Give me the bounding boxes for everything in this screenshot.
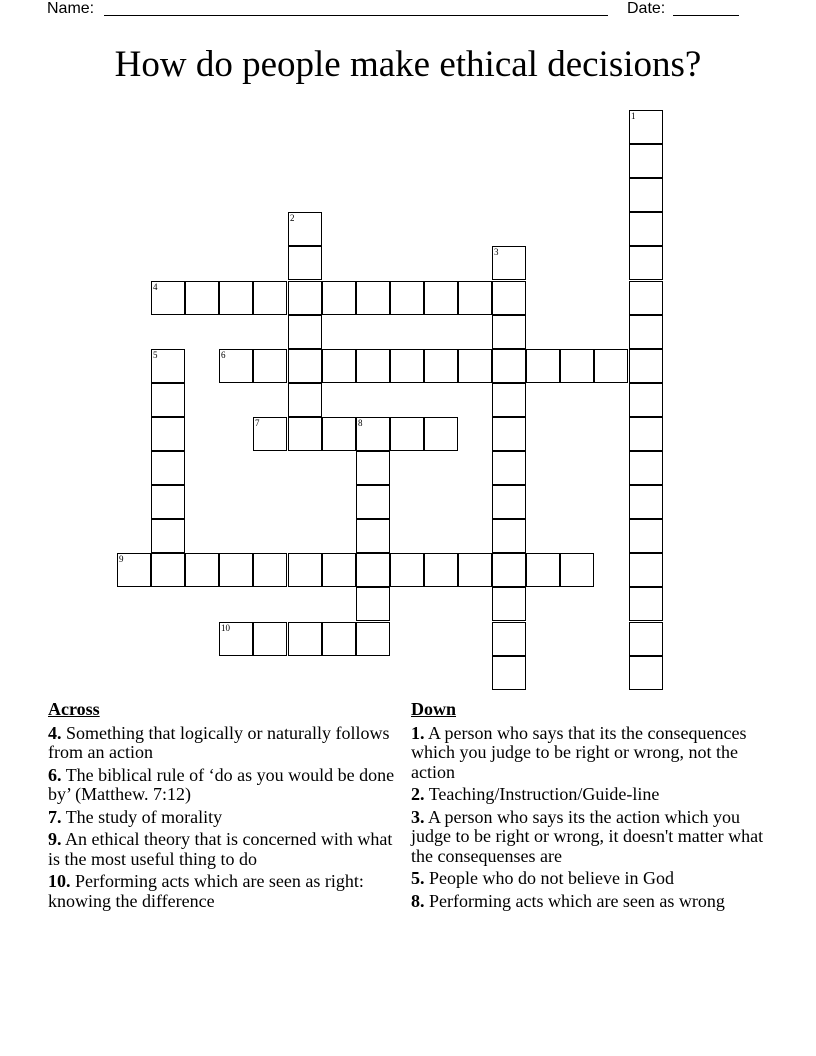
crossword-cell[interactable] xyxy=(492,281,526,315)
crossword-cell[interactable] xyxy=(390,553,424,587)
crossword-cell[interactable] xyxy=(424,349,458,383)
clue-text: People who do not believe in God xyxy=(429,868,674,888)
cell-number: 1 xyxy=(631,111,636,121)
crossword-cell[interactable] xyxy=(492,417,526,451)
crossword-cell[interactable] xyxy=(253,281,287,315)
crossword-cell[interactable] xyxy=(151,451,185,485)
crossword-cell[interactable] xyxy=(629,622,663,656)
crossword-cell[interactable] xyxy=(185,553,219,587)
clue-across-6 xyxy=(48,766,398,805)
crossword-cell[interactable] xyxy=(151,519,185,553)
crossword-cell[interactable] xyxy=(356,417,390,451)
cell-number: 4 xyxy=(153,282,158,292)
crossword-cell[interactable] xyxy=(356,485,390,519)
crossword-cell[interactable] xyxy=(390,349,424,383)
crossword-cell[interactable] xyxy=(629,451,663,485)
crossword-cell[interactable] xyxy=(492,246,526,280)
name-label: Name: xyxy=(47,0,95,17)
date-label: Date: xyxy=(627,0,666,17)
cell-number: 5 xyxy=(153,350,158,360)
crossword-cell[interactable] xyxy=(492,315,526,349)
cell-number: 10 xyxy=(221,623,230,633)
clue-number: 3. xyxy=(411,806,425,827)
crossword-cell[interactable] xyxy=(322,553,356,587)
clue-down-2 xyxy=(411,785,771,805)
clue-text: A person who says its the action which you judge to be right or wrong, it doesn't matter what the consequenses are xyxy=(411,806,764,866)
crossword-cell[interactable] xyxy=(458,349,492,383)
crossword-cell[interactable] xyxy=(322,417,356,451)
crossword-cell[interactable] xyxy=(151,553,185,587)
crossword-cell[interactable] xyxy=(629,383,663,417)
crossword-cell[interactable] xyxy=(356,519,390,553)
crossword-cell[interactable] xyxy=(492,349,526,383)
clue-number: 6. xyxy=(48,764,62,785)
crossword-cell[interactable] xyxy=(288,417,322,451)
cell-number: 8 xyxy=(358,418,363,428)
crossword-cell[interactable] xyxy=(560,553,594,587)
clue-text: The study of morality xyxy=(65,806,223,827)
clue-number: 1. xyxy=(411,722,425,743)
crossword-cell[interactable] xyxy=(629,519,663,553)
crossword-cell[interactable] xyxy=(424,553,458,587)
crossword-cell[interactable] xyxy=(288,212,322,246)
crossword-cell[interactable] xyxy=(356,349,390,383)
across-title: Across xyxy=(48,699,100,719)
crossword-cell[interactable] xyxy=(492,553,526,587)
cell-number: 9 xyxy=(119,554,124,564)
crossword-cell[interactable] xyxy=(356,451,390,485)
clue-number: 10. xyxy=(48,871,71,891)
crossword-cell[interactable] xyxy=(390,281,424,315)
clue-down-3 xyxy=(411,808,771,867)
crossword-cell[interactable] xyxy=(151,485,185,519)
cell-number: 3 xyxy=(494,247,499,257)
clue-down-5 xyxy=(411,869,771,889)
cell-number: 2 xyxy=(290,213,295,223)
crossword-cell[interactable] xyxy=(492,383,526,417)
crossword-cell[interactable] xyxy=(288,553,322,587)
clue-text: Something that logically or naturally follows from an action xyxy=(48,722,390,762)
clue-across-4 xyxy=(48,724,398,763)
crossword-cell[interactable] xyxy=(219,553,253,587)
crossword-cell[interactable] xyxy=(629,315,663,349)
crossword-cell[interactable] xyxy=(492,622,526,656)
clue-across-10 xyxy=(48,872,398,911)
clue-text: A person who says that its the consequences which you judge to be right or wrong, not the action xyxy=(411,722,747,782)
crossword-cell[interactable] xyxy=(492,451,526,485)
crossword-cell[interactable] xyxy=(253,417,287,451)
clue-text: An ethical theory that is concerned with what is the most useful thing to do xyxy=(48,829,393,869)
clue-number: 2. xyxy=(411,784,425,804)
crossword-cell[interactable] xyxy=(458,281,492,315)
crossword-cell[interactable] xyxy=(629,485,663,519)
crossword-cell[interactable] xyxy=(253,553,287,587)
clue-number: 7. xyxy=(48,806,62,827)
crossword-cell[interactable] xyxy=(560,349,594,383)
clue-across-7 xyxy=(48,808,398,828)
crossword-cell[interactable] xyxy=(629,110,663,144)
crossword-cell[interactable] xyxy=(629,553,663,587)
clue-text: Performing acts which are seen as right: knowing the difference xyxy=(48,871,364,911)
clue-text: Performing acts which are seen as wrong xyxy=(429,890,725,911)
crossword-cell[interactable] xyxy=(151,383,185,417)
crossword-cell[interactable] xyxy=(492,656,526,690)
clue-number: 8. xyxy=(411,890,425,911)
cell-number: 6 xyxy=(221,350,226,360)
crossword-cell[interactable] xyxy=(458,553,492,587)
crossword-cell[interactable] xyxy=(356,281,390,315)
crossword-cell[interactable] xyxy=(288,281,322,315)
crossword-cell[interactable] xyxy=(288,349,322,383)
crossword-cell[interactable] xyxy=(117,553,151,587)
crossword-cell[interactable] xyxy=(151,349,185,383)
crossword-cell[interactable] xyxy=(424,281,458,315)
crossword-cell[interactable] xyxy=(629,417,663,451)
crossword-cell[interactable] xyxy=(492,587,526,621)
crossword-cell[interactable] xyxy=(492,519,526,553)
crossword-cell[interactable] xyxy=(629,212,663,246)
crossword-cell[interactable] xyxy=(356,587,390,621)
crossword-cell[interactable] xyxy=(629,144,663,178)
crossword-cell[interactable] xyxy=(151,417,185,451)
cell-number: 7 xyxy=(255,418,260,428)
crossword-cell[interactable] xyxy=(526,349,560,383)
crossword-cell[interactable] xyxy=(288,622,322,656)
clue-number: 5. xyxy=(411,868,425,888)
crossword-cell[interactable] xyxy=(390,417,424,451)
crossword-cell[interactable] xyxy=(526,553,560,587)
crossword-cell[interactable] xyxy=(322,622,356,656)
crossword-cell[interactable] xyxy=(492,485,526,519)
page-title: How do people make ethical decisions? xyxy=(114,44,702,85)
clue-text: The biblical rule of ‘do as you would be done by’ (Matthew. 7:12) xyxy=(48,764,395,804)
clue-number: 4. xyxy=(48,722,62,743)
clue-number: 9. xyxy=(48,829,62,849)
crossword-cell[interactable] xyxy=(629,246,663,280)
across-clues xyxy=(48,700,398,914)
crossword-cell[interactable] xyxy=(629,656,663,690)
crossword-cell[interactable] xyxy=(219,281,253,315)
crossword-cell[interactable] xyxy=(253,622,287,656)
crossword-cell[interactable] xyxy=(356,553,390,587)
crossword-cell[interactable] xyxy=(629,349,663,383)
crossword-cell[interactable] xyxy=(151,281,185,315)
crossword-cell[interactable] xyxy=(424,417,458,451)
crossword-cell[interactable] xyxy=(288,315,322,349)
down-title: Down xyxy=(411,699,457,719)
crossword-cell[interactable] xyxy=(629,587,663,621)
crossword-cell[interactable] xyxy=(219,349,253,383)
crossword-cell[interactable] xyxy=(219,622,253,656)
down-clues xyxy=(411,700,771,914)
clue-text: Teaching/Instruction/Guide-line xyxy=(428,784,660,804)
crossword-cell[interactable] xyxy=(253,349,287,383)
crossword-cell[interactable] xyxy=(594,349,628,383)
crossword-cell[interactable] xyxy=(185,281,219,315)
clue-down-8 xyxy=(411,892,771,912)
crossword-cell[interactable] xyxy=(629,281,663,315)
clue-down-1 xyxy=(411,724,771,783)
crossword-cell[interactable] xyxy=(322,349,356,383)
clue-across-9 xyxy=(48,830,398,869)
crossword-cell[interactable] xyxy=(288,383,322,417)
crossword-cell[interactable] xyxy=(356,622,390,656)
crossword-cell[interactable] xyxy=(629,178,663,212)
crossword-cell[interactable] xyxy=(322,281,356,315)
crossword-cell[interactable] xyxy=(288,246,322,280)
